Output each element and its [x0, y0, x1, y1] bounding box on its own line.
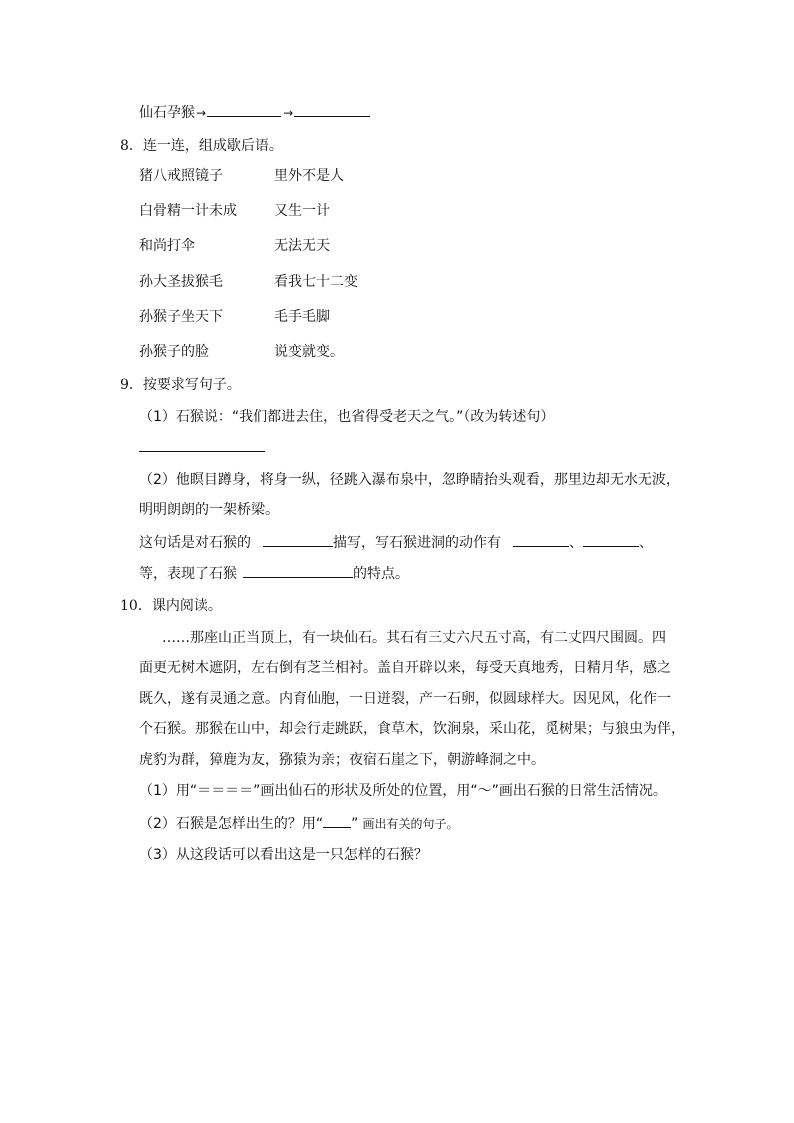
question-number: 9． [120, 377, 143, 393]
arrow-icon: → [283, 106, 294, 120]
match-right-item[interactable]: 毛手毛脚 [274, 309, 330, 325]
sub-text: （2）石猴是怎样出生的？用“ [139, 816, 324, 832]
q8-heading [120, 136, 283, 156]
q10-sub3: （3）从这段话可以看出这是一只怎样的石猴？ [139, 847, 428, 863]
answer-blank[interactable] [139, 437, 265, 452]
q9-part1: （1）石猴说：“我们都进去住，也省得受老天之气。”（改为转述句） [139, 409, 555, 425]
match-right-item[interactable]: 里外不是人 [274, 168, 344, 184]
q9-part2-line2: 明明朗朗的一架桥梁。 [139, 502, 279, 518]
fill-text: 的特点。 [353, 566, 409, 582]
q9-part2-line1: （2）他瞑目蹲身，将身一纵，径跳入瀑布泉中，忽睁睛抬头观看，那里边却无水无波， [139, 472, 680, 488]
answer-blank[interactable] [583, 532, 639, 547]
q7-chain [139, 102, 370, 122]
q10-sub1: （1）用“＝＝＝＝”画出仙石的形状及所处的位置，用“～”画出石猴的日常生活情况。 [139, 783, 667, 799]
question-title: 课内阅读。 [151, 598, 222, 614]
question-number: 8． [120, 138, 143, 154]
match-left-item[interactable]: 猪八戒照镜子 [139, 168, 223, 184]
q10-heading [120, 596, 222, 616]
fill-text: 描写，写石猴进洞的动作有 [333, 535, 501, 551]
q9-part1-answer [139, 437, 265, 457]
passage-line: 既久，遂有灵通之意。内育仙胞，一日迸裂，产一石卵，似圆球样大。因见风，化作一 [139, 691, 671, 707]
match-right-item[interactable]: 说变就变。 [274, 344, 344, 360]
passage-line: 个石猴。那猴在山中，却会行走跳跃，食草木，饮涧泉，采山花，觅树果；与狼虫为伴， [139, 721, 685, 737]
answer-blank[interactable] [513, 532, 569, 547]
q9-fill-line1 [139, 532, 653, 552]
q9-heading [120, 375, 241, 395]
fill-text: 等，表现了石猴 [139, 566, 237, 582]
answer-blank[interactable] [263, 532, 333, 547]
sub-text: 画出有关的句子。 [362, 817, 459, 831]
separator: 、 [639, 535, 653, 551]
q7-answer-blank-1[interactable] [207, 102, 281, 117]
q9-fill-line2 [139, 563, 409, 583]
underline-sample [323, 813, 351, 828]
match-left-item[interactable]: 孙猴子坐天下 [139, 309, 223, 325]
q7-answer-blank-2[interactable] [294, 102, 370, 117]
question-title: 按要求写句子。 [142, 377, 241, 393]
separator: 、 [569, 535, 583, 551]
passage-line: ……那座山正当顶上，有一块仙石。其石有三丈六尺五寸高，有二丈四尺围圆。四 [162, 630, 666, 646]
sub-text: ” [351, 816, 359, 832]
match-right-item[interactable]: 看我七十二变 [274, 274, 358, 290]
match-right-item[interactable]: 无法无天 [274, 238, 330, 254]
arrow-icon: → [196, 106, 207, 120]
passage-line: 虎豹为群，獐鹿为友，猕猿为亲；夜宿石崖之下，朝游峰洞之中。 [139, 752, 545, 768]
match-left-item[interactable]: 孙猴子的脸 [139, 344, 209, 360]
passage-line: 面更无树木遮阴，左右倒有芝兰相衬。盖自开辟以来，每受天真地秀，日精月华，感之 [139, 660, 671, 676]
match-left-item[interactable]: 孙大圣拔猴毛 [139, 274, 223, 290]
fill-text: 这句话是对石猴的 [139, 535, 251, 551]
match-left-item[interactable]: 白骨精一计未成 [139, 203, 237, 219]
match-right-item[interactable]: 又生一计 [274, 203, 330, 219]
q10-sub2 [139, 813, 458, 833]
question-number: 10． [120, 598, 152, 614]
question-title: 连一连，组成歇后语。 [142, 138, 283, 154]
q7-start-text: 仙石孕猴 [139, 105, 195, 121]
answer-blank[interactable] [243, 563, 353, 578]
match-left-item[interactable]: 和尚打伞 [139, 238, 195, 254]
